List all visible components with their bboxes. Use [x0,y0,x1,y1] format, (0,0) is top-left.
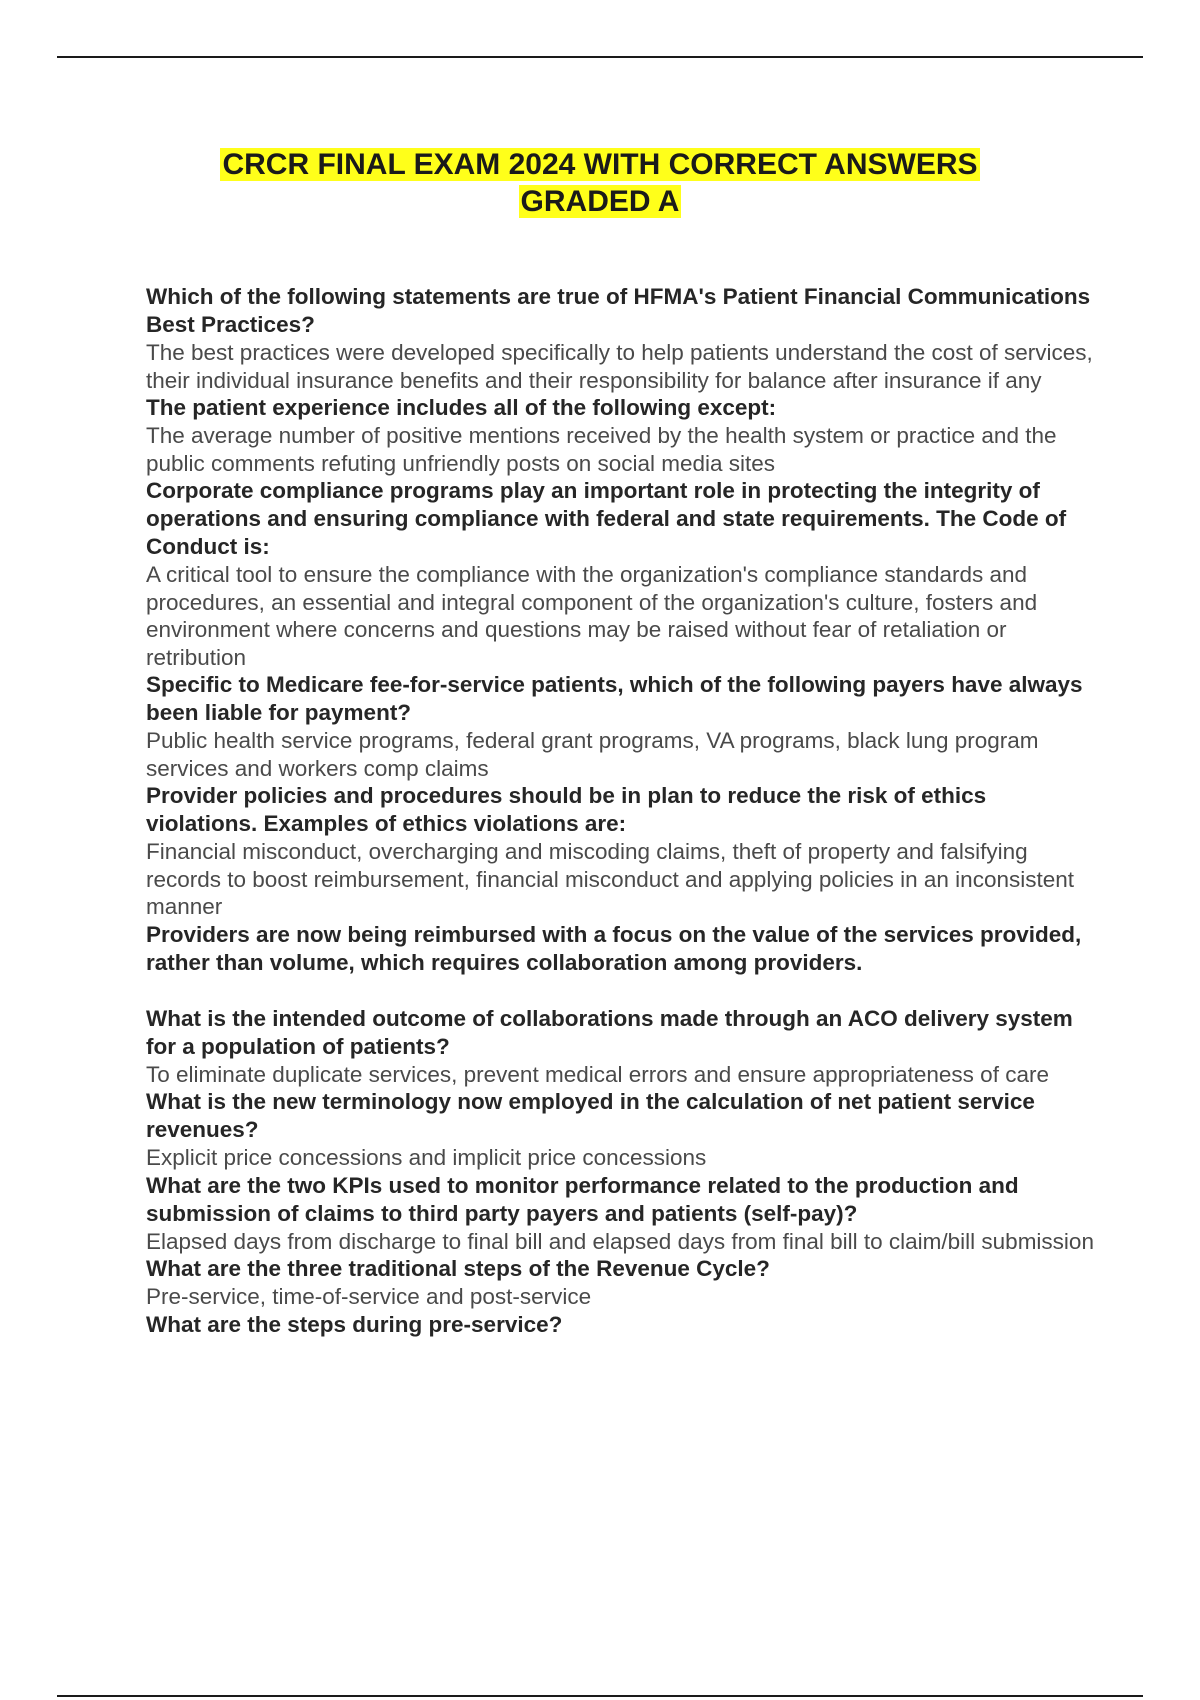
answer: Explicit price concessions and implicit price concessions [146,1145,707,1170]
document-title [0,146,1200,220]
question: What is the intended outcome of collaborations made through an ACO delivery system for a population of patients? [146,1005,1073,1059]
qa-item [146,283,1096,394]
qa-item [146,477,1096,671]
title-line-2: GRADED A [520,185,680,218]
qa-item [146,671,1096,782]
qa-item [146,394,1096,477]
question: The patient experience includes all of the following except: [146,395,777,420]
answer: The average number of positive mentions received by the health system or practice and the public comments refuting unfriendly posts on social media sites [146,423,1057,476]
answer: Elapsed days from discharge to final bill and elapsed days from final bill to claim/bill submission [146,1228,1094,1254]
question: Specific to Medicare fee-for-service patients, which of the following payers have always been liable for payment? [146,672,1083,725]
qa-item [146,1088,1096,1172]
question: Corporate compliance programs play an important role in protecting the integrity of operations and ensuring compliance with federal and state requirements. The Code of Conduct is: [146,478,1067,559]
blank-line [146,977,1096,1005]
answer: Pre-service, time-of-service and post-service [146,1284,592,1309]
qa-item [146,1255,1096,1311]
top-rule [57,56,1143,58]
question: What are the steps during pre-service? [146,1311,563,1337]
bottom-rule [57,1695,1143,1697]
question: Provider policies and procedures should be in plan to reduce the risk of ethics violations. Examples of ethics violations are: [146,783,987,836]
question: What are the two KPIs used to monitor performance related to the production and submission of claims to third party payers and patients (self-pay)? [146,1172,1019,1226]
question: What is the new terminology now employed in the calculation of net patient service revenues? [146,1089,1035,1142]
answer: Financial misconduct, overcharging and miscoding claims, theft of property and falsifying records to boost reimbursement, financial misconduct and applying policies in an inconsistent manner [146,839,1074,919]
answer: A critical tool to ensure the compliance with the organization's compliance standards and procedures, an essential and integral component of the organization's culture, fosters and environment where concerns and questions may be raised without fear of retaliation or retribution [146,562,1038,670]
qa-item [146,1172,1096,1256]
question: Which of the following statements are true of HFMA's Patient Financial Communications Best Practices? [146,284,1091,337]
answer: Public health service programs, federal grant programs, VA programs, black lung program services and workers comp claims [146,728,1039,781]
answer: To eliminate duplicate services, prevent medical errors and ensure appropriateness of care [146,1061,1049,1087]
question: Providers are now being reimbursed with a focus on the value of the services provided, rather than volume, which requires collaboration among providers. [146,921,1082,975]
qa-item [146,782,1096,921]
answer: The best practices were developed specifically to help patients understand the cost of services, their individual insurance benefits and their responsibility for balance after insurance if any [146,340,1093,393]
title-line-1: CRCR FINAL EXAM 2024 WITH CORRECT ANSWERS [222,148,978,181]
qa-list [146,283,1096,1339]
qa-item [146,921,1096,1089]
qa-item [146,1311,1096,1339]
question: What are the three traditional steps of the Revenue Cycle? [146,1256,770,1281]
